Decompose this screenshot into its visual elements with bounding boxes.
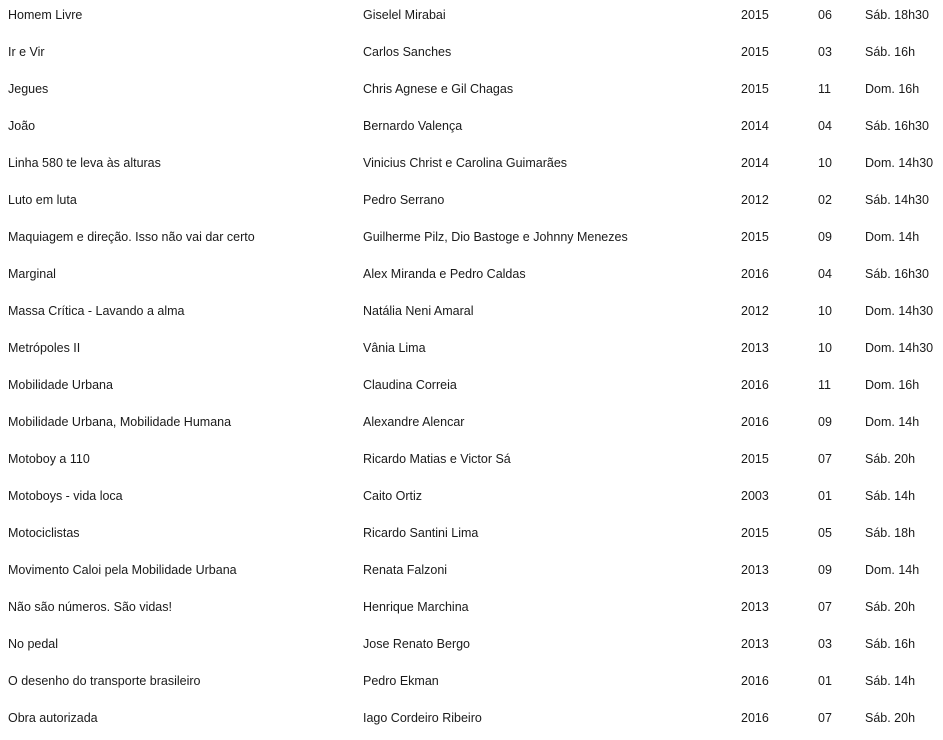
film-director: Carlos Sanches	[363, 45, 452, 59]
table-row	[0, 666, 943, 703]
film-session: Sáb. 18h	[865, 526, 916, 540]
film-year: 2012	[741, 304, 769, 318]
film-session: Sáb. 20h	[865, 711, 916, 725]
table-row	[0, 407, 943, 444]
film-number: 07	[818, 452, 832, 466]
film-year: 2016	[741, 711, 769, 725]
table-row	[0, 185, 943, 222]
film-year: 2014	[741, 156, 769, 170]
film-session: Sáb. 14h	[865, 674, 916, 688]
film-number: 10	[818, 341, 832, 355]
film-session: Sáb. 18h30	[865, 8, 929, 22]
film-title: Movimento Caloi pela Mobilidade Urbana	[8, 563, 237, 577]
film-director: Caito Ortiz	[363, 489, 423, 503]
table-row	[0, 518, 943, 555]
film-session: Dom. 14h	[865, 415, 920, 429]
film-year: 2016	[741, 267, 769, 281]
film-year: 2014	[741, 119, 769, 133]
film-session: Sáb. 16h30	[865, 267, 929, 281]
film-title: Maquiagem e direção. Isso não vai dar certo	[8, 230, 255, 244]
film-number: 09	[818, 563, 832, 577]
table-row	[0, 592, 943, 629]
film-number: 05	[818, 526, 832, 540]
table-row	[0, 703, 943, 740]
film-number: 10	[818, 156, 832, 170]
table-row	[0, 111, 943, 148]
film-session: Sáb. 14h	[865, 489, 916, 503]
film-director: Chris Agnese e Gil Chagas	[363, 82, 514, 96]
film-number: 09	[818, 415, 832, 429]
film-session: Sáb. 16h	[865, 45, 916, 59]
film-session: Dom. 16h	[865, 82, 920, 96]
film-director: Alex Miranda e Pedro Caldas	[363, 267, 526, 281]
film-number: 11	[818, 378, 831, 392]
film-session: Sáb. 20h	[865, 600, 916, 614]
film-session: Sáb. 16h30	[865, 119, 929, 133]
film-session: Dom. 14h30	[865, 156, 934, 170]
film-year: 2015	[741, 8, 769, 22]
table-row	[0, 148, 943, 185]
film-director: Ricardo Matias e Victor Sá	[363, 452, 511, 466]
table-row	[0, 333, 943, 370]
film-director: Natália Neni Amaral	[363, 304, 474, 318]
film-year: 2016	[741, 674, 769, 688]
film-session: Dom. 14h	[865, 563, 920, 577]
film-number: 06	[818, 8, 832, 22]
film-director: Vânia Lima	[363, 341, 426, 355]
film-director: Ricardo Santini Lima	[363, 526, 479, 540]
table-row	[0, 0, 943, 37]
film-year: 2016	[741, 415, 769, 429]
film-year: 2013	[741, 563, 769, 577]
film-director: Henrique Marchina	[363, 600, 469, 614]
film-director: Alexandre Alencar	[363, 415, 465, 429]
film-session: Dom. 14h30	[865, 304, 934, 318]
film-session: Sáb. 16h	[865, 637, 916, 651]
table-row	[0, 444, 943, 481]
film-title: Luto em luta	[8, 193, 77, 207]
table-row	[0, 259, 943, 296]
film-director: Renata Falzoni	[363, 563, 448, 577]
film-title: Linha 580 te leva às alturas	[8, 156, 161, 170]
film-number: 01	[818, 674, 832, 688]
film-year: 2015	[741, 45, 769, 59]
film-director: Guilherme Pilz, Dio Bastoge e Johnny Menezes	[363, 230, 628, 244]
film-number: 07	[818, 600, 832, 614]
film-title: Homem Livre	[8, 8, 83, 22]
film-year: 2013	[741, 637, 769, 651]
film-title: Motoboys - vida loca	[8, 489, 123, 503]
film-title: Marginal	[8, 267, 56, 281]
film-director: Pedro Ekman	[363, 674, 439, 688]
film-title: No pedal	[8, 637, 59, 651]
table-row	[0, 481, 943, 518]
film-session: Dom. 14h	[865, 230, 920, 244]
table-row	[0, 37, 943, 74]
film-title: Ir e Vir	[8, 45, 45, 59]
table-row	[0, 222, 943, 259]
film-director: Iago Cordeiro Ribeiro	[363, 711, 482, 725]
film-title: Motociclistas	[8, 526, 80, 540]
film-session: Sáb. 14h30	[865, 193, 929, 207]
film-number: 07	[818, 711, 832, 725]
film-title: Motoboy a 110	[8, 452, 90, 466]
film-title: Mobilidade Urbana, Mobilidade Humana	[8, 415, 232, 429]
film-director: Claudina Correia	[363, 378, 457, 392]
film-number: 03	[818, 45, 832, 59]
film-number: 11	[818, 82, 831, 96]
film-title: João	[8, 119, 36, 133]
film-year: 2015	[741, 526, 769, 540]
film-director: Vinicius Christ e Carolina Guimarães	[363, 156, 568, 170]
film-year: 2015	[741, 82, 769, 96]
table-row	[0, 74, 943, 111]
film-title: O desenho do transporte brasileiro	[8, 674, 201, 688]
film-session: Sáb. 20h	[865, 452, 916, 466]
film-number: 01	[818, 489, 832, 503]
film-number: 03	[818, 637, 832, 651]
film-title: Obra autorizada	[8, 711, 98, 725]
film-title: Massa Crítica - Lavando a alma	[8, 304, 185, 318]
film-director: Giselel Mirabai	[363, 8, 446, 22]
film-title: Mobilidade Urbana	[8, 378, 113, 392]
table-row	[0, 555, 943, 592]
film-title: Metrópoles II	[8, 341, 81, 355]
film-year: 2015	[741, 452, 769, 466]
film-director: Bernardo Valença	[363, 119, 463, 133]
film-session: Dom. 16h	[865, 378, 920, 392]
table-row	[0, 629, 943, 666]
film-title: Não são números. São vidas!	[8, 600, 172, 614]
film-year: 2012	[741, 193, 769, 207]
film-title: Jegues	[8, 82, 49, 96]
film-number: 02	[818, 193, 832, 207]
film-year: 2015	[741, 230, 769, 244]
film-number: 04	[818, 119, 832, 133]
film-year: 2013	[741, 600, 769, 614]
film-director: Jose Renato Bergo	[363, 637, 471, 651]
film-year: 2016	[741, 378, 769, 392]
table-row	[0, 296, 943, 333]
film-director: Pedro Serrano	[363, 193, 445, 207]
table-row	[0, 370, 943, 407]
film-number: 10	[818, 304, 832, 318]
film-number: 04	[818, 267, 832, 281]
film-year: 2013	[741, 341, 769, 355]
film-year: 2003	[741, 489, 769, 503]
film-number: 09	[818, 230, 832, 244]
film-session: Dom. 14h30	[865, 341, 934, 355]
